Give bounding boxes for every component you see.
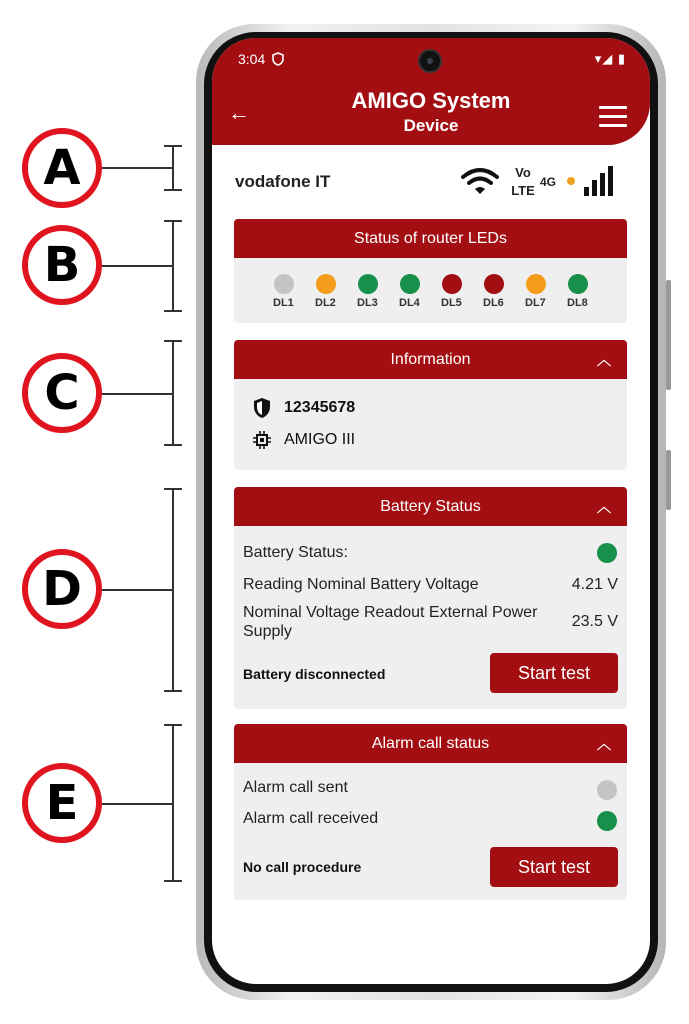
alarm-sent-label: Alarm call sent [243, 779, 348, 796]
wifi-icon [460, 166, 500, 196]
led-indicator [274, 274, 294, 294]
led-label: DL4 [399, 297, 420, 309]
external-voltage-label: Nominal Voltage Readout External Power Supply [243, 604, 538, 640]
alarm-received-label: Alarm call received [243, 810, 379, 827]
volte-bottom-text: LTE [511, 183, 535, 198]
security-shield-icon [252, 397, 272, 419]
led-indicator [526, 274, 546, 294]
led-label: DL6 [483, 297, 504, 309]
signal-strength-icon [584, 166, 614, 196]
device-model: AMIGO III [284, 431, 356, 448]
battery-voltage-row [243, 575, 618, 594]
callout-d: D [22, 549, 102, 629]
led-label: DL1 [273, 297, 294, 309]
callout-a-bracket [172, 145, 174, 191]
led-indicator [316, 274, 336, 294]
led-dl1 [274, 274, 316, 309]
external-voltage-row [243, 603, 618, 641]
chip-icon [252, 430, 272, 450]
alarm-call-card [234, 724, 627, 900]
led-dl3 [358, 274, 400, 309]
callout-d-bracket [172, 488, 174, 692]
led-label: DL8 [567, 297, 588, 309]
led-dl5 [442, 274, 484, 309]
battery-status-title: Battery Status [380, 497, 481, 515]
led-label: DL5 [441, 297, 462, 309]
battery-status-header[interactable] [234, 487, 627, 526]
volte-indicator [508, 164, 538, 200]
status-icons: ▾◢ ▮ [594, 51, 626, 66]
serial-number: 12345678 [284, 399, 356, 416]
led-label: DL3 [357, 297, 378, 309]
router-leds-header [234, 219, 627, 258]
battery-status-indicator [597, 543, 617, 563]
shield-status-icon [272, 52, 284, 66]
chevron-up-icon[interactable]: ︿ [597, 737, 611, 753]
callout-b-line [102, 265, 172, 267]
battery-start-test-button[interactable]: Start test [490, 653, 618, 693]
chevron-up-icon[interactable]: ︿ [597, 500, 611, 516]
router-leds-card [234, 219, 627, 323]
alarm-note: No call procedure [243, 859, 362, 875]
led-indicator [484, 274, 504, 294]
model-row [252, 430, 355, 450]
page-title: AMIGO System [351, 88, 511, 113]
status-time: 3:04 [238, 51, 266, 67]
callout-a: A [22, 128, 102, 208]
alarm-received-indicator [597, 811, 617, 831]
network-type: 4G [540, 175, 557, 189]
callout-e-line [102, 803, 172, 805]
router-leds-title: Status of router LEDs [354, 229, 507, 247]
external-voltage-value: 23.5 V [571, 613, 618, 630]
app-screen [212, 38, 650, 984]
chevron-up-icon[interactable]: ︿ [597, 353, 611, 369]
alarm-received-row [243, 809, 618, 831]
led-indicator [400, 274, 420, 294]
callout-e: E [22, 763, 102, 843]
callout-c: C [22, 353, 102, 433]
alarm-call-title: Alarm call status [371, 734, 490, 752]
volte-top-text: Vo [515, 165, 531, 180]
led-label: DL2 [315, 297, 336, 309]
alarm-sent-indicator [597, 780, 617, 800]
battery-note: Battery disconnected [243, 666, 386, 682]
callout-a-line [102, 167, 172, 169]
led-dl2 [316, 274, 358, 309]
hamburger-menu-icon[interactable] [599, 106, 627, 133]
app-header [212, 38, 650, 145]
callout-c-line [102, 393, 172, 395]
battery-status-card [234, 487, 627, 709]
led-indicator [358, 274, 378, 294]
information-header[interactable] [234, 340, 627, 379]
led-indicator [568, 274, 588, 294]
led-dl8 [568, 274, 610, 309]
battery-voltage-label: Reading Nominal Battery Voltage [243, 576, 479, 593]
led-dl7 [526, 274, 568, 309]
serial-row [252, 397, 355, 419]
battery-status-label: Battery Status: [243, 544, 348, 561]
alarm-start-test-button[interactable]: Start test [490, 847, 618, 887]
battery-voltage-value: 4.21 V [571, 576, 618, 593]
battery-status-row [243, 543, 618, 563]
volume-button [666, 280, 671, 390]
led-list [234, 258, 627, 309]
callout-d-line [102, 589, 172, 591]
led-dl6 [484, 274, 526, 309]
page-subtitle: Device [403, 116, 459, 135]
callout-b-bracket [172, 220, 174, 312]
power-button [666, 450, 671, 510]
back-arrow-icon[interactable]: ← [228, 100, 250, 125]
callout-b: B [22, 225, 102, 305]
operator-name: vodafone IT [235, 172, 331, 191]
front-camera [418, 49, 442, 73]
information-card [234, 340, 627, 470]
information-title: Information [390, 350, 471, 368]
network-status-dot [567, 177, 575, 185]
led-indicator [442, 274, 462, 294]
callout-e-bracket [172, 724, 174, 882]
callout-c-bracket [172, 340, 174, 446]
led-dl4 [400, 274, 442, 309]
led-label: DL7 [525, 297, 546, 309]
alarm-sent-row [243, 778, 618, 800]
alarm-call-header[interactable] [234, 724, 627, 763]
